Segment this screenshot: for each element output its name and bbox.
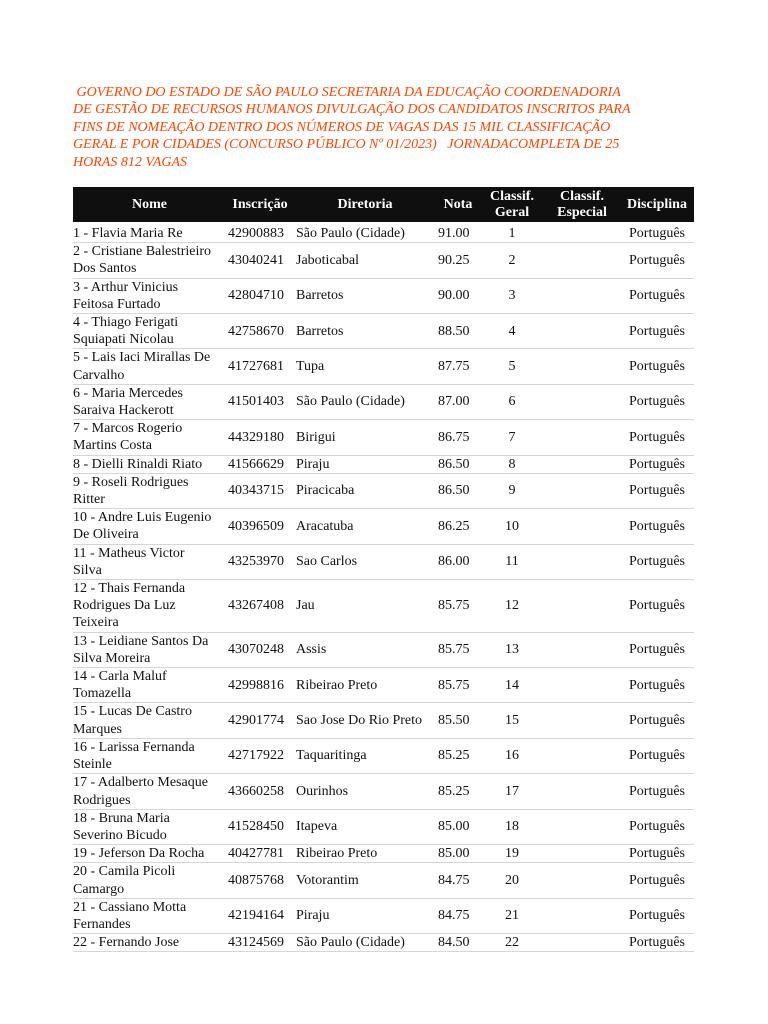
cell-nome (73, 810, 226, 844)
cell-classif-geral: 1 (508, 226, 516, 241)
cell-diretoria: Sao Carlos (296, 554, 358, 570)
cell-nome (73, 456, 226, 473)
cell-diretoria: Aracatuba (296, 518, 354, 534)
cell-nome (73, 385, 226, 419)
cell-disciplina: Português (629, 713, 685, 729)
cell-inscricao: 41727681 (228, 359, 284, 375)
cell-classif-geral: 18 (505, 819, 519, 835)
cell-classif-geral: 12 (505, 598, 519, 614)
cell-disciplina: Português (629, 598, 685, 614)
cell-classif-geral: 19 (505, 846, 519, 862)
cell-nome (73, 314, 226, 348)
nome-line: 21 - Cassiano Motta (73, 899, 187, 915)
cell-nome (73, 545, 226, 579)
nome-line: Steinle (73, 757, 112, 773)
cell-diretoria: Birigui (296, 429, 336, 445)
table-row (73, 474, 694, 509)
header-inscricao: Inscrição (232, 196, 288, 212)
cell-nome (73, 225, 226, 242)
cell-diretoria: Jau (296, 598, 315, 614)
cell-disciplina: Português (629, 846, 685, 862)
cell-diretoria: São Paulo (Cidade) (296, 935, 405, 951)
cell-inscricao: 42998816 (228, 677, 284, 693)
cell-classif-geral: 8 (508, 456, 516, 472)
header-nota: Nota (443, 196, 473, 212)
cell-disciplina: Português (629, 642, 685, 658)
cell-disciplina: Português (629, 935, 685, 951)
cell-inscricao: 43660258 (228, 783, 284, 799)
cell-diretoria: Taquaritinga (296, 748, 367, 764)
cell-nome (73, 474, 226, 508)
nome-line: Fernandes (73, 916, 131, 932)
cell-inscricao: 42901774 (228, 713, 284, 729)
cell-diretoria: Ribeirao Preto (296, 846, 378, 862)
cell-inscricao: 40427781 (228, 846, 284, 862)
nome-line: 2 - Cristiane Balestrieiro (73, 244, 212, 260)
cell-classif-geral: 6 (508, 394, 516, 410)
document-title (73, 84, 631, 171)
cell-inscricao: 41501403 (228, 394, 284, 410)
nome-line: 14 - Carla Maluf (73, 669, 167, 685)
header-nome: Nome (132, 196, 167, 212)
header-classif-especial: Classif. Especial (557, 188, 607, 220)
cell-diretoria: Itapeva (296, 819, 338, 835)
cell-inscricao: 42900883 (228, 226, 284, 241)
title-line: FINS DE NOMEAÇÃO DENTRO DOS NÚMEROS DE VAGAS DAS 15 MIL CLASSIFICAÇÃO (73, 119, 611, 135)
nome-line: 6 - Maria Mercedes (73, 385, 184, 401)
cell-nota: 85.00 (438, 846, 470, 862)
cell-disciplina: Português (629, 908, 685, 924)
cell-disciplina: Português (629, 872, 685, 888)
table-row (73, 456, 694, 474)
cell-disciplina: Português (629, 359, 685, 375)
cell-classif-geral: 3 (508, 288, 516, 304)
cell-nota: 85.75 (438, 677, 470, 693)
cell-nota: 85.75 (438, 598, 470, 614)
table-row (73, 633, 694, 668)
nome-line: Squiapati Nicolau (73, 332, 174, 348)
cell-nota: 87.00 (438, 394, 470, 410)
cell-nota: 84.75 (438, 872, 470, 888)
cell-nome (73, 580, 226, 632)
results-table (73, 187, 694, 952)
cell-inscricao: 43124569 (228, 935, 284, 951)
cell-disciplina: Português (629, 429, 685, 445)
header-diretoria: Diretoria (337, 196, 393, 212)
cell-inscricao: 42804710 (228, 288, 284, 304)
nome-line: 13 - Leidiane Santos Da (73, 633, 209, 649)
cell-classif-geral: 11 (505, 554, 519, 570)
cell-diretoria: Ribeirao Preto (296, 677, 378, 693)
nome-line: 4 - Thiago Ferigati (73, 315, 179, 331)
cell-classif-geral: 9 (508, 483, 516, 499)
cell-nome (73, 739, 226, 773)
table-row (73, 774, 694, 809)
cell-nome (73, 633, 226, 667)
cell-nota: 84.50 (438, 935, 470, 951)
nome-line: 19 - Jeferson Da Rocha (73, 846, 205, 862)
cell-disciplina: Português (629, 323, 685, 339)
cell-diretoria: São Paulo (Cidade) (296, 394, 405, 410)
cell-classif-geral: 2 (508, 252, 516, 268)
cell-classif-geral: 14 (505, 677, 519, 693)
cell-inscricao: 42758670 (228, 323, 284, 339)
cell-diretoria: Piraju (296, 908, 330, 924)
cell-nota: 90.00 (438, 288, 470, 304)
cell-inscricao: 43267408 (228, 598, 284, 614)
cell-nota: 91.00 (438, 226, 470, 241)
header-disciplina: Disciplina (627, 196, 687, 212)
cell-nome (73, 668, 226, 702)
cell-nota: 85.75 (438, 642, 470, 658)
cell-classif-geral: 16 (505, 748, 519, 764)
table-row (73, 349, 694, 384)
table-row (73, 314, 694, 349)
cell-diretoria: Assis (296, 642, 327, 658)
nome-line: 18 - Bruna Maria (73, 810, 170, 826)
title-line: HORAS 812 VAGAS (73, 154, 188, 170)
table-row (73, 899, 694, 934)
table-header (73, 187, 694, 222)
cell-classif-geral: 20 (505, 872, 519, 888)
cell-nota: 88.50 (438, 323, 470, 339)
cell-diretoria: Barretos (296, 323, 344, 339)
cell-inscricao: 41566629 (228, 456, 284, 472)
nome-line: Carvalho (73, 367, 125, 383)
nome-line: Tomazella (73, 686, 132, 702)
cell-nota: 87.75 (438, 359, 470, 375)
cell-classif-geral: 17 (505, 783, 519, 799)
cell-inscricao: 43040241 (228, 252, 284, 268)
nome-line: 8 - Dielli Rinaldi Riato (73, 456, 203, 472)
cell-disciplina: Português (629, 226, 685, 241)
cell-inscricao: 43253970 (228, 554, 284, 570)
title-line: DE GESTÃO DE RECURSOS HUMANOS DIVULGAÇÃO DOS CANDIDATOS INSCRITOS PARA (73, 102, 631, 118)
cell-disciplina: Português (629, 783, 685, 799)
nome-line: Saraiva Hackerott (73, 403, 174, 419)
nome-line: 16 - Larissa Fernanda (73, 739, 195, 755)
title-line: GERAL E POR CIDADES (CONCURSO PÚBLICO Nº 01/2023) JORNADACOMPLETA DE 25 (73, 137, 620, 153)
cell-diretoria: Piraju (296, 456, 330, 472)
nome-line: 17 - Adalberto Mesaque (73, 775, 208, 791)
table-row (73, 863, 694, 898)
cell-nome (73, 934, 226, 951)
nome-line: Feitosa Furtado (73, 296, 161, 312)
nome-line: 22 - Fernando Jose (73, 935, 180, 951)
cell-nota: 86.25 (438, 518, 470, 534)
nome-line: 3 - Arthur Vinicius (73, 279, 179, 295)
table-row (73, 545, 694, 580)
nome-line: Silva Moreira (73, 650, 151, 666)
table-row (73, 580, 694, 633)
nome-line: 15 - Lucas De Castro (73, 704, 192, 720)
cell-diretoria: Jaboticabal (296, 252, 359, 268)
cell-nota: 85.25 (438, 748, 470, 764)
cell-classif-geral: 22 (505, 935, 519, 951)
cell-inscricao: 40875768 (228, 872, 284, 888)
cell-classif-geral: 7 (508, 429, 516, 445)
header-classif-geral: Classif. Geral (490, 188, 534, 220)
cell-diretoria: Ourinhos (296, 783, 349, 799)
cell-diretoria: Piracicaba (296, 483, 355, 499)
nome-line: Marques (73, 721, 122, 737)
table-row (73, 279, 694, 314)
cell-nota: 85.25 (438, 783, 470, 799)
nome-line: 11 - Matheus Victor (73, 545, 185, 561)
cell-nota: 85.50 (438, 713, 470, 729)
cell-nome (73, 279, 226, 313)
table-row (73, 845, 694, 863)
cell-disciplina: Português (629, 748, 685, 764)
nome-line: 5 - Lais Iaci Mirallas De (73, 350, 211, 366)
cell-nome (73, 349, 226, 383)
table-row (73, 739, 694, 774)
cell-disciplina: Português (629, 677, 685, 693)
cell-nome (73, 420, 226, 454)
nome-line: Martins Costa (73, 438, 152, 454)
cell-diretoria: Votorantim (296, 872, 359, 888)
nome-line: Rodrigues Da Luz (73, 598, 176, 614)
cell-diretoria: São Paulo (Cidade) (296, 226, 405, 241)
nome-line: Teixeira (73, 615, 119, 631)
cell-nota: 85.00 (438, 819, 470, 835)
cell-inscricao: 44329180 (228, 429, 284, 445)
table-row (73, 934, 694, 952)
cell-classif-geral: 4 (508, 323, 516, 339)
cell-disciplina: Português (629, 554, 685, 570)
cell-diretoria: Tupa (296, 359, 325, 375)
cell-nome (73, 863, 226, 897)
nome-line: Ritter (73, 492, 105, 508)
cell-classif-geral: 15 (505, 713, 519, 729)
cell-disciplina: Português (629, 252, 685, 268)
cell-inscricao: 42194164 (228, 908, 284, 924)
cell-nome (73, 703, 226, 737)
nome-line: 20 - Camila Picoli (73, 864, 176, 880)
cell-diretoria: Sao Jose Do Rio Preto (296, 713, 422, 729)
cell-nota: 86.50 (438, 456, 470, 472)
nome-line: Camargo (73, 881, 125, 897)
cell-classif-geral: 21 (505, 908, 519, 924)
cell-nome (73, 509, 226, 543)
title-line: GOVERNO DO ESTADO DE SÃO PAULO SECRETARIA DA EDUCAÇÃO COORDENADORIA (73, 85, 621, 100)
cell-disciplina: Português (629, 518, 685, 534)
nome-line: Dos Santos (73, 261, 137, 277)
nome-line: 9 - Roseli Rodrigues (73, 474, 189, 490)
table-row (73, 703, 694, 738)
nome-line: 7 - Marcos Rogerio (73, 421, 183, 437)
cell-nome (73, 774, 226, 808)
cell-classif-geral: 5 (508, 359, 516, 375)
cell-inscricao: 40396509 (228, 518, 284, 534)
table-row (73, 668, 694, 703)
cell-diretoria: Barretos (296, 288, 344, 304)
cell-nome (73, 899, 226, 933)
cell-nota: 86.75 (438, 429, 470, 445)
nome-line: 10 - Andre Luis Eugenio (73, 510, 212, 526)
cell-disciplina: Português (629, 394, 685, 410)
cell-nota: 86.00 (438, 554, 470, 570)
table-row (73, 420, 694, 455)
cell-inscricao: 43070248 (228, 642, 284, 658)
cell-nota: 90.25 (438, 252, 470, 268)
table-row (73, 385, 694, 420)
nome-line: 1 - Flavia Maria Re (73, 226, 183, 241)
nome-line: 12 - Thais Fernanda (73, 581, 186, 597)
cell-disciplina: Português (629, 483, 685, 499)
cell-nome (73, 243, 226, 277)
table-body (73, 225, 694, 952)
cell-classif-geral: 13 (505, 642, 519, 658)
table-row (73, 243, 694, 278)
nome-line: Rodrigues (73, 792, 131, 808)
table-row (73, 509, 694, 544)
cell-nota: 84.75 (438, 908, 470, 924)
nome-line: De Oliveira (73, 527, 139, 543)
cell-inscricao: 42717922 (228, 748, 284, 764)
cell-disciplina: Português (629, 456, 685, 472)
cell-inscricao: 41528450 (228, 819, 284, 835)
nome-line: Severino Bicudo (73, 827, 167, 843)
cell-disciplina: Português (629, 819, 685, 835)
cell-nome (73, 845, 226, 862)
table-row (73, 225, 694, 243)
cell-classif-geral: 10 (505, 518, 519, 534)
cell-disciplina: Português (629, 288, 685, 304)
table-row (73, 810, 694, 845)
cell-inscricao: 40343715 (228, 483, 284, 499)
nome-line: Silva (73, 562, 102, 578)
cell-nota: 86.50 (438, 483, 470, 499)
